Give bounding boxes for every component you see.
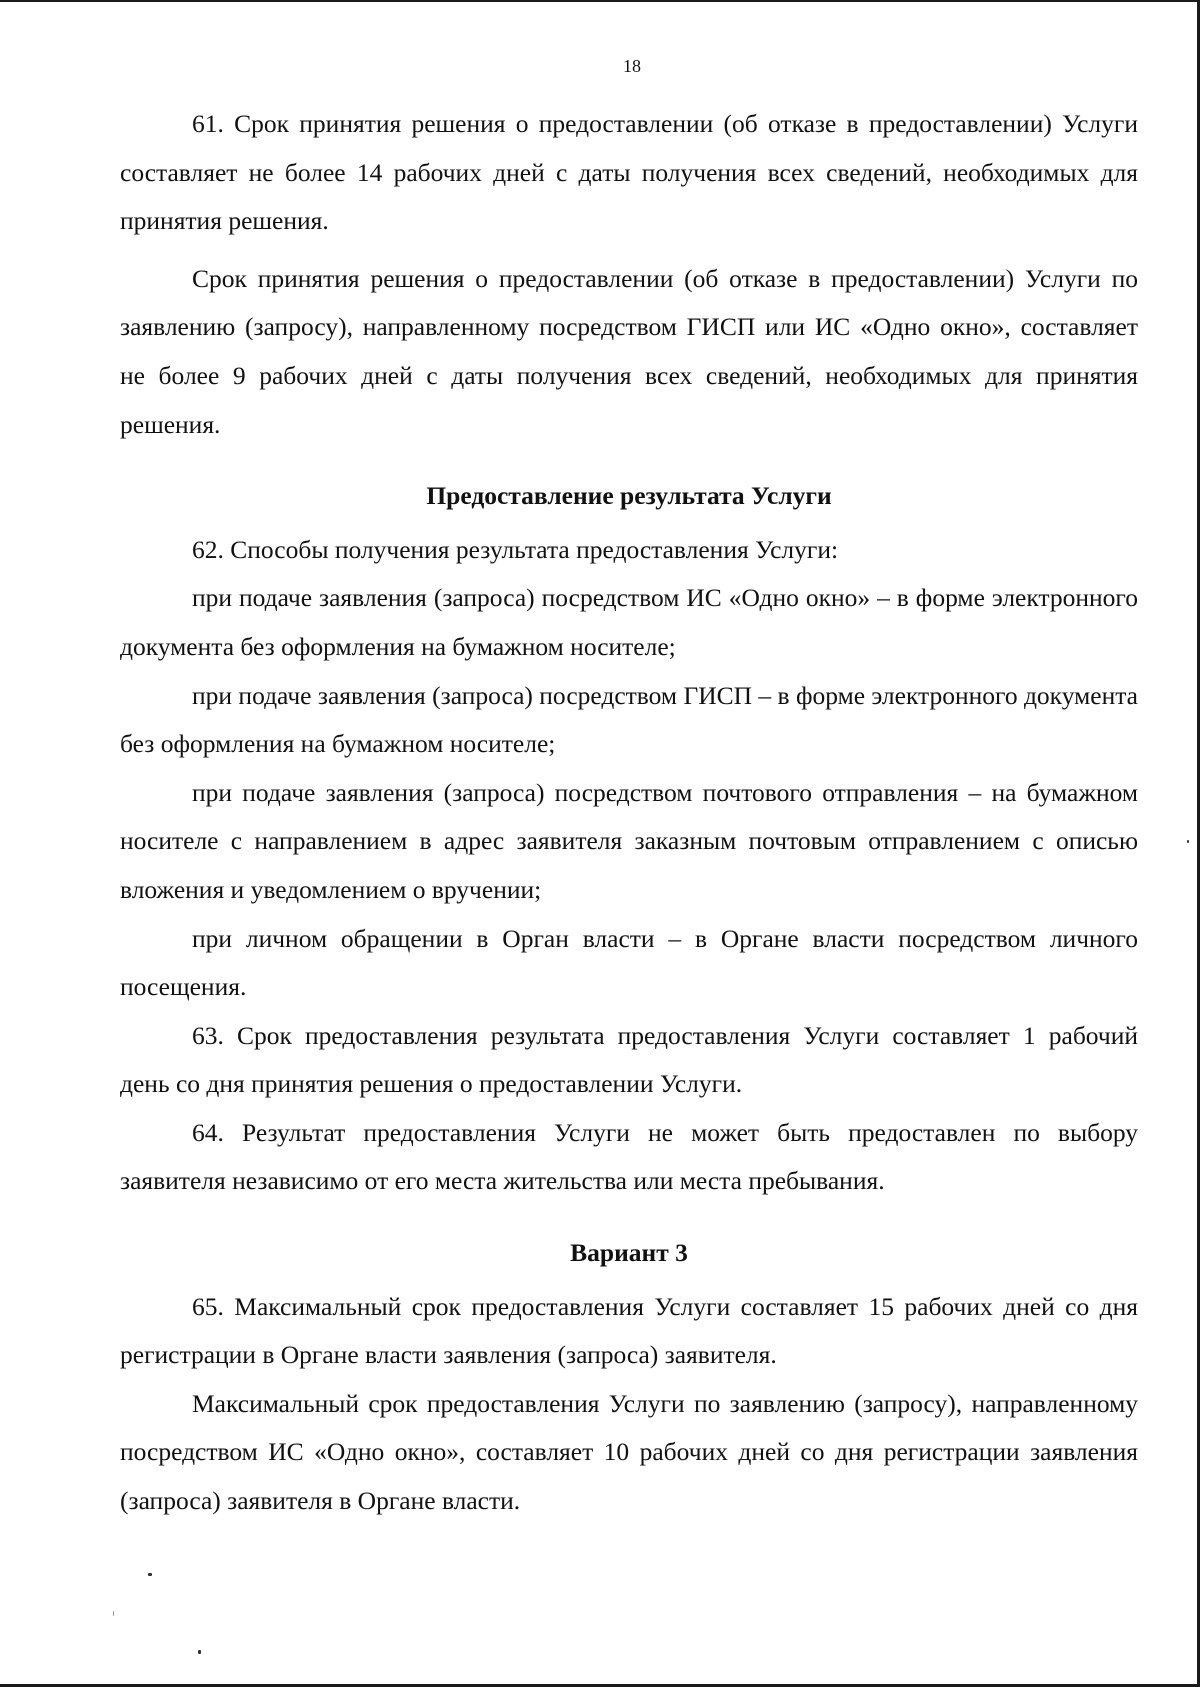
paragraph-64: 64. Результат предоставления Услуги не может быть предоставлен по выбору заявителя независимо от его места жительства или места пребывания. <box>120 1117 1138 1196</box>
document-body <box>120 100 1138 1526</box>
paragraph-63: 63. Срок предоставления результата предоставления Услуги составляет 1 рабочий день со дня принятия решения о предоставлении Услуги. <box>120 1020 1138 1099</box>
paragraph-61-continued: Срок принятия решения о предоставлении (об отказе в предоставлении) Услуги по заявлению (запросу), направленному посредством ГИСП или ИС «Одно окно», составляет не более 9 рабочих дней с даты получения всех сведений, необходимых для принятия решения. <box>120 263 1138 439</box>
paragraph-62-option-one-window: при подаче заявления (запроса) посредством ИС «Одно окно» – в форме электронного документа без оформления на бумажном носителе; <box>120 583 1138 661</box>
paragraph-62-option-personal: при личном обращении в Орган власти – в Органе власти посредством личного посещения. <box>120 923 1138 1002</box>
scan-speck <box>113 1611 114 1616</box>
scan-speck <box>1187 840 1189 843</box>
paragraph-62: 62. Способы получения результата предоставления Услуги: <box>192 534 839 564</box>
scan-speck <box>198 1650 201 1654</box>
paragraph-65-continued: Максимальный срок предоставления Услуги по заявлению (запросу), направленному посредством ИС «Одно окно», составляет 10 рабочих дней со дня регистрации заявления (запроса) заявителя в Органе власти. <box>120 1388 1138 1516</box>
section-heading-variant-3: Вариант 3 <box>570 1238 688 1268</box>
scan-speck <box>148 1573 152 1576</box>
paragraph-62-option-gisp: при подаче заявления (запроса) посредством ГИСП – в форме электронного документа без оформления на бумажном носителе; <box>120 680 1138 759</box>
page-number: 18 <box>623 56 641 76</box>
paragraph-62-option-post: при подаче заявления (запроса) посредством почтового отправления – на бумажном носителе с направлением в адрес заявителя заказным почтовым отправлением с описью вложения и уведомлением о вручении; <box>120 777 1138 904</box>
section-heading-result: Предоставление результата Услуги <box>426 481 832 511</box>
paragraph-61: 61. Срок принятия решения о предоставлении (об отказе в предоставлении) Услуги составляет не более 14 рабочих дней с даты получения всех сведений, необходимых для принятия решения. <box>120 109 1138 236</box>
scan-edge-top <box>0 0 1200 2</box>
paragraph-65: 65. Максимальный срок предоставления Услуги составляет 15 рабочих дней со дня регистрации в Органе власти заявления (запроса) заявителя. <box>120 1291 1138 1370</box>
